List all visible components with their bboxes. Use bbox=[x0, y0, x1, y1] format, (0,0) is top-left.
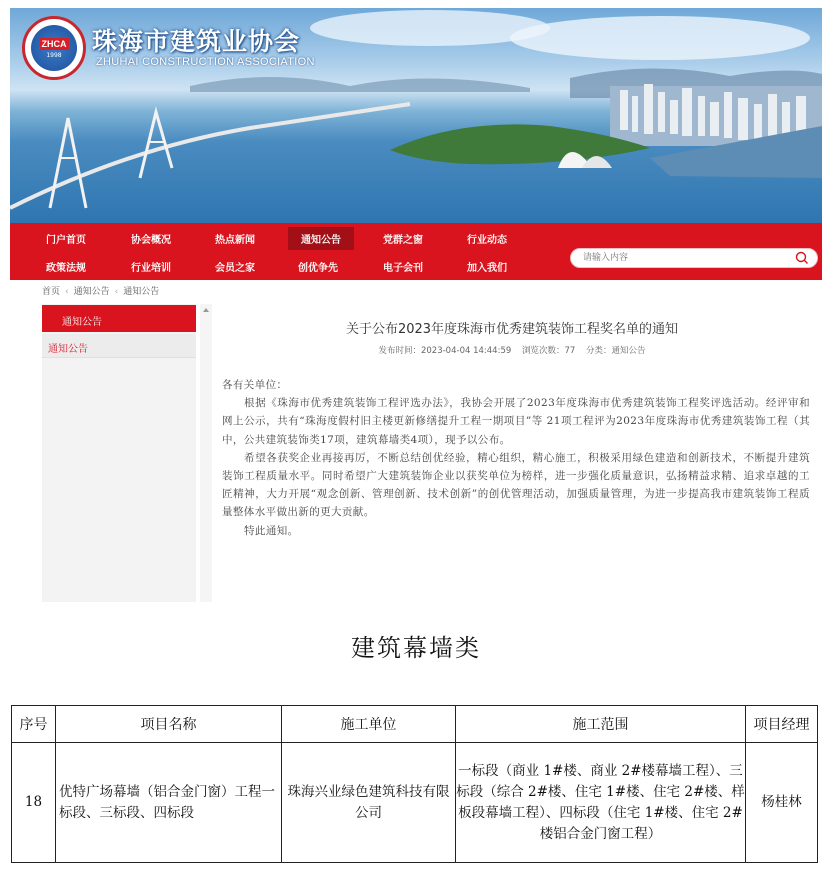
construction-scope: 一标段（商业 1#楼、商业 2#楼幕墙工程）、三标段（综合 2#楼、住宅 1#楼、住宅 2#楼、样板段幕墙工程）、四标段（住宅 1#楼、住宅 2#楼铝合金门窗工程） bbox=[456, 743, 746, 863]
sidebar-heading: 通知公告 bbox=[42, 305, 196, 332]
nav-item-party[interactable]: 党群之窗 bbox=[383, 235, 423, 246]
chevron-left-icon: ‹ bbox=[114, 287, 119, 297]
scrollbar[interactable] bbox=[200, 304, 212, 602]
breadcrumb bbox=[42, 284, 159, 297]
site-title: 珠海市建筑业协会 bbox=[92, 27, 301, 56]
logo-badge: ZHCA bbox=[41, 38, 67, 49]
breadcrumb-current[interactable]: 通知公告 bbox=[123, 287, 160, 297]
article bbox=[214, 304, 810, 602]
construction-company: 珠海兴业绿色建筑科技有限公司 bbox=[282, 743, 456, 863]
nav-item-industry-news[interactable]: 行业动态 bbox=[467, 235, 507, 246]
table-row bbox=[12, 743, 818, 863]
table-header-row bbox=[12, 706, 818, 743]
article-body bbox=[222, 376, 810, 540]
column-header: 序号 bbox=[12, 706, 56, 743]
search-icon[interactable] bbox=[795, 251, 809, 265]
nav-item-e-journal[interactable]: 电子会刊 bbox=[383, 263, 423, 274]
article-category: 分类：通知公告 bbox=[586, 346, 646, 356]
salutation: 各有关单位： bbox=[222, 379, 288, 391]
search-box bbox=[570, 248, 818, 268]
nav-item-notices[interactable]: 通知公告 bbox=[288, 227, 354, 250]
nav-item-training[interactable]: 行业培训 bbox=[131, 263, 171, 274]
publish-time: 发布时间：2023-04-04 14:44:59 bbox=[378, 346, 512, 356]
nav-item-policy[interactable]: 政策法规 bbox=[46, 263, 86, 274]
view-count: 浏览次数：77 bbox=[521, 346, 576, 356]
nav-item-home[interactable]: 门户首页 bbox=[46, 235, 86, 246]
breadcrumb-section[interactable]: 通知公告 bbox=[73, 287, 110, 297]
logo-year: 1998 bbox=[46, 51, 62, 59]
column-header: 施工单位 bbox=[282, 706, 456, 743]
article-meta bbox=[214, 344, 810, 356]
logo-emblem bbox=[31, 25, 77, 71]
breadcrumb-home[interactable]: 首页 bbox=[42, 287, 61, 297]
project-name: 优特广场幕墙（铝合金门窗）工程一标段、三标段、四标段 bbox=[56, 743, 282, 863]
sidebar-item-notices[interactable]: 通知公告 bbox=[42, 334, 196, 358]
scroll-up-icon[interactable] bbox=[203, 308, 209, 312]
chevron-left-icon: ‹ bbox=[65, 287, 69, 297]
award-table bbox=[11, 705, 818, 863]
award-document bbox=[10, 610, 822, 876]
association-logo[interactable] bbox=[22, 16, 86, 80]
main-nav bbox=[10, 223, 822, 280]
paragraph: 希望各获奖企业再接再厉，不断总结创优经验，精心组织，精心施工，积极采用绿色建造和创新技术，不断提升建筑装饰工程质量水平。同时希望广大建筑装饰企业以获奖单位为榜样，进一步强化质量意识，弘扬精益求精、追求卓越的工匠精神，大力开展“观念创新、管理创新、技术创新”的创优管理活动，加强质量管理，为进一步提高我市建筑装饰工程质量整体水平做出新的更大贡献。 bbox=[222, 451, 810, 519]
search-input[interactable] bbox=[583, 251, 783, 265]
nav-item-excellence[interactable]: 创优争先 bbox=[298, 263, 338, 274]
column-header: 施工范围 bbox=[456, 706, 746, 743]
column-header: 项目经理 bbox=[746, 706, 818, 743]
project-manager: 杨桂林 bbox=[746, 743, 818, 863]
closing: 特此通知。 bbox=[244, 524, 299, 537]
paragraph: 根据《珠海市优秀建筑装饰工程评选办法》，我协会开展了2023年度珠海市优秀建筑装饰工程奖评选活动。经评审和网上公示，共有“珠海度假村旧主楼更新修缮提升工程一期项目”等 21项工程评为2023年度珠海市优秀建筑装饰工程（其中，公共建筑装饰类17项，建筑幕墙类4项），现予以公布。 bbox=[222, 397, 810, 446]
row-number: 18 bbox=[12, 743, 56, 863]
nav-item-members[interactable]: 会员之家 bbox=[215, 263, 255, 274]
nav-item-hot-news[interactable]: 热点新闻 bbox=[215, 235, 255, 246]
sidebar bbox=[42, 304, 196, 602]
site-subtitle: ZHUHAI CONSTRUCTION ASSOCIATION bbox=[96, 56, 315, 68]
nav-item-about[interactable]: 协会概况 bbox=[131, 235, 171, 246]
article-title: 关于公布2023年度珠海市优秀建筑装饰工程奖名单的通知 bbox=[345, 322, 679, 337]
document-heading: 建筑幕墙类 bbox=[351, 634, 481, 662]
column-header: 项目名称 bbox=[56, 706, 282, 743]
header-banner bbox=[10, 8, 822, 223]
nav-item-join-us[interactable]: 加入我们 bbox=[467, 263, 507, 274]
